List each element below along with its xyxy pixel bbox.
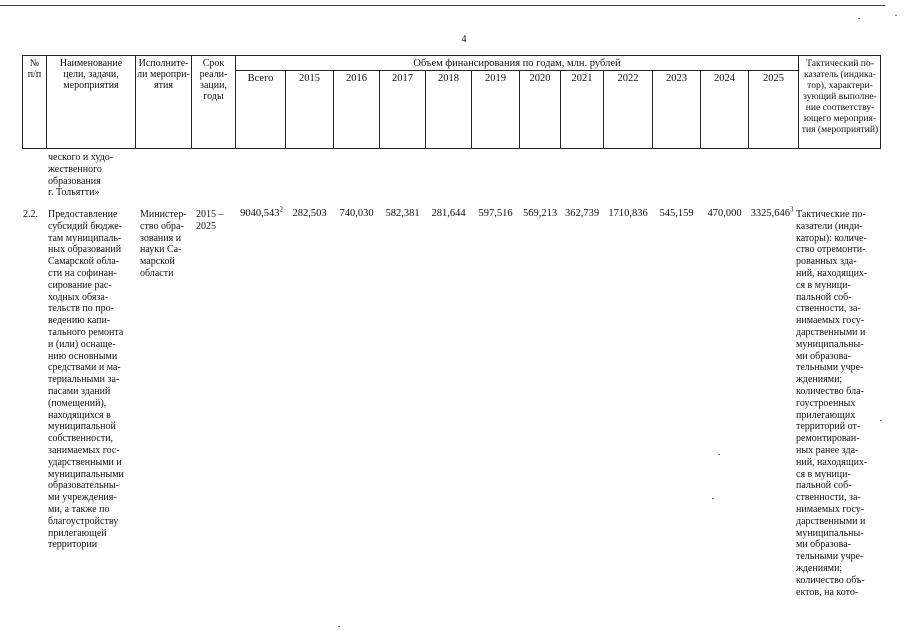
scan-speck xyxy=(880,420,882,421)
header-year-2022: 2022 xyxy=(617,73,639,84)
row-term: 2015 – 2025 xyxy=(196,209,224,232)
row-value-2018: 281,644 xyxy=(431,208,466,219)
header-year-2015: 2015 xyxy=(299,73,320,84)
scan-edge-top xyxy=(0,5,885,6)
row-value-2023: 545,159 xyxy=(659,208,694,219)
scan-speck xyxy=(338,626,340,627)
header-col-number: № п/п xyxy=(27,58,42,80)
scan-speck xyxy=(718,454,720,455)
row-total-footnote: 2 xyxy=(279,205,283,214)
header-year-2018: 2018 xyxy=(438,73,459,84)
row-total xyxy=(238,205,285,219)
row-value-2021: 362,739 xyxy=(564,208,600,219)
header-year-2025: 2025 xyxy=(763,73,784,84)
row-value-2016: 740,030 xyxy=(339,208,374,219)
row-indicator: Тактические по- казатели (инди- каторы): количе- ство отремонти- рованных зда- ний, находящих- ся в муници- пальной соб- ственности, за- нимаемых госу- дарственными и муниципальны- ми образова- тельными учре- ждениями; количество бла- гоустроенных прилегающих территорий от- ремонтирован- ных ранее зда- ний, находящих- ся в муници- пальной соб- ственности, за- нимаемых госу- дарственными и муниципальны- ми образова- тельными учре- ждениями; количество объ- ектов, на кото- xyxy=(796,209,868,598)
scan-speck xyxy=(712,498,714,499)
header-year-2020: 2020 xyxy=(529,73,551,84)
header-col-executor: Исполните- ли меропри- ятия xyxy=(137,58,190,91)
row-value-2020: 569,213 xyxy=(522,208,558,219)
row-value-2024: 470,000 xyxy=(707,208,742,219)
row-value-2019: 597,516 xyxy=(478,208,513,219)
header-year-2017: 2017 xyxy=(392,73,413,84)
row-value-2025-footnote: 3 xyxy=(789,205,794,214)
row-value-2025-number: 3325,646 xyxy=(750,208,790,219)
row-value-2025 xyxy=(748,205,796,219)
header-year-2024: 2024 xyxy=(714,73,735,84)
row-value-2015: 282,503 xyxy=(292,208,327,219)
header-year-2016: 2016 xyxy=(346,73,367,84)
header-year-2019: 2019 xyxy=(485,73,506,84)
header-col-indicator: Тактический по- казатель (индика- тор), характери- зующий выполне- ние соответству- ющего мероприя- тия (мероприятий) xyxy=(801,58,879,135)
row-value-2017: 582,381 xyxy=(385,208,420,219)
header-total: Всего xyxy=(247,73,274,84)
scan-speck xyxy=(858,18,860,19)
row-name: Предоставление субсидий бюдже- там муниципаль- ных образований Самарской обла- сти на софинан- сирование рас- ходных обяза- тельств по про- ведению капи- тального ремонта и (или) оснаще- нию основными средствами и ма- териальными за- пасами зданий (помещений), находящихся в муниципальной собственности, занимаемых гос- ударственными и муниципальными образовательны- ми учреждения- ми, а также по благоустройству прилегающей территории xyxy=(48,209,124,551)
header-year-2023: 2023 xyxy=(666,73,687,84)
header-year-2021: 2021 xyxy=(571,73,593,84)
scan-speck xyxy=(895,15,897,16)
row-number: 2.2. xyxy=(23,209,38,220)
header-col-term: Срок реали- зации, годы xyxy=(199,58,228,102)
row-value-2022: 1710,836 xyxy=(608,208,648,219)
row-executor: Министер- ство обра- зования и науки Са- марской области xyxy=(140,209,187,279)
page-number: 4 xyxy=(461,34,467,45)
continuation-text: ческого и худо- жественного образования г. Тольятти» xyxy=(48,152,114,199)
header-col-name: Наименование цели, задачи, мероприятия xyxy=(59,58,123,91)
header-funding-title: Объем финансирования по годам, млн. рублей xyxy=(413,58,621,69)
row-total-value: 9040,543 xyxy=(240,208,280,219)
